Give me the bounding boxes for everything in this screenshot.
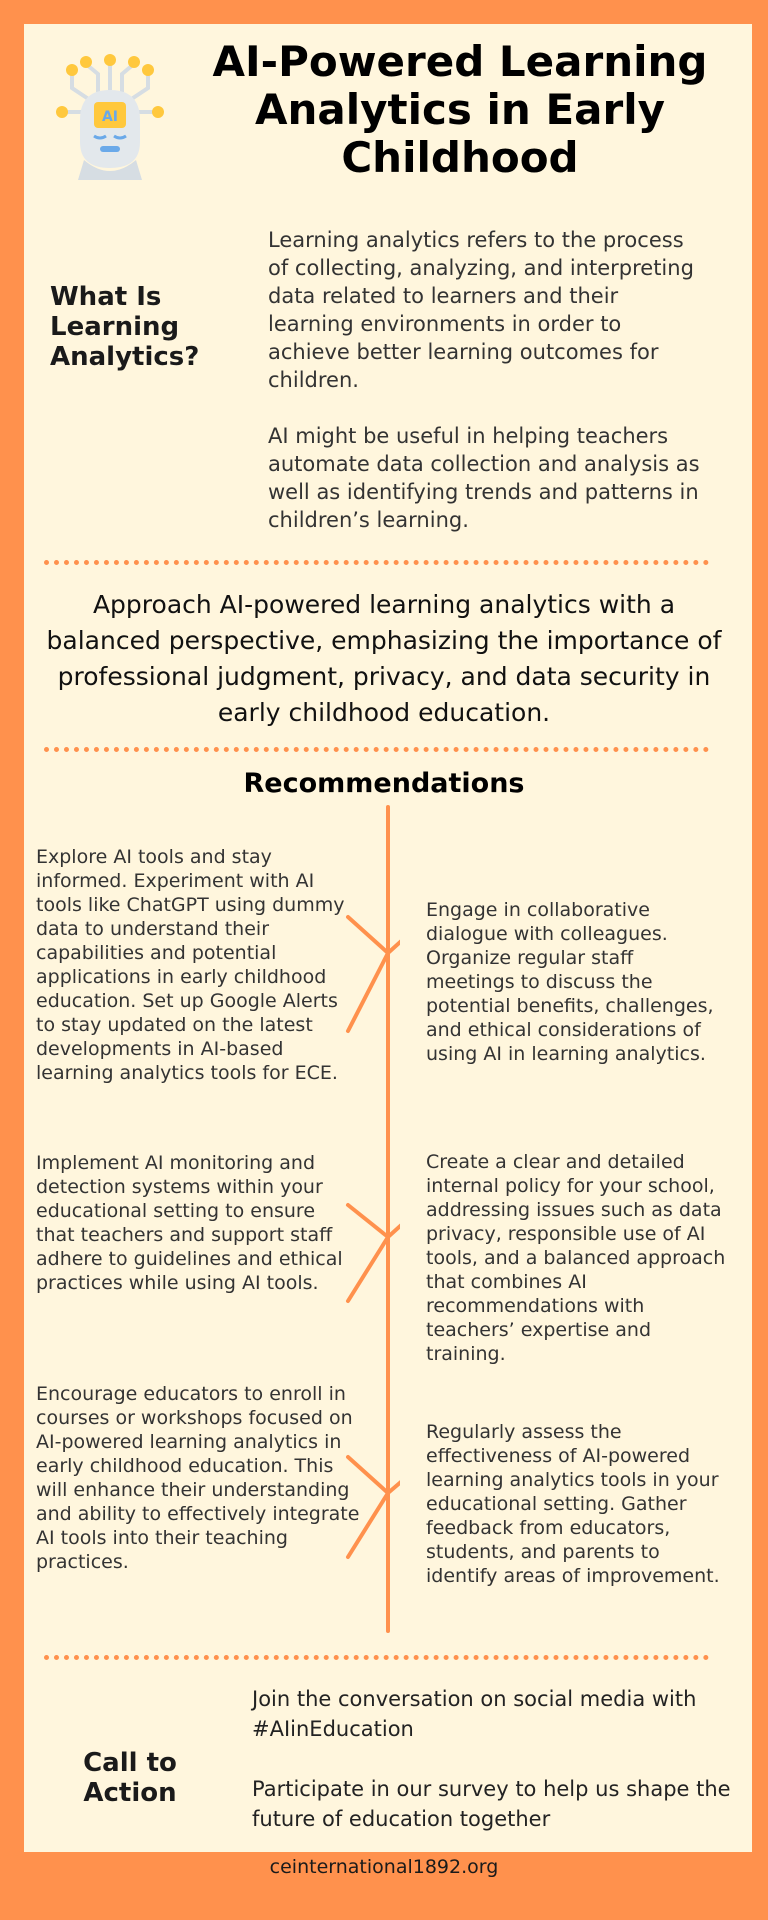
divider — [44, 560, 709, 565]
recommendation-item: Explore AI tools and stay informed. Experiment with AI tools like ChatGPT using dummy data to understand their capabilities and potential applications in early childhood education. Set up Google Alerts to stay updated on the latest developments in AI-based learning analytics tools for ECE. — [36, 846, 345, 1084]
approach-statement: Approach AI-powered learning analytics with a balanced perspective, emphasizing the importance of professional judgment, privacy, and data security in early childhood education. — [46, 590, 722, 727]
divider — [44, 1655, 709, 1660]
recommendations-heading: Recommendations — [243, 768, 525, 799]
definition-paragraph: Learning analytics refers to the process of collecting, analyzing, and interpreting data related to learners and their learning environments in order to achieve better learning outcomes for children. — [268, 228, 694, 392]
recommendation-item: Engage in collaborative dialogue with colleagues. Organize regular staff meetings to discuss the potential benefits, challenges, and ethical considerations of using AI in learning analytics. — [426, 899, 714, 1065]
recommendation-item: Encourage educators to enroll in courses or workshops focused on AI-powered learning analytics in early childhood education. This will enhance their understanding and ability to effectively integrate AI tools into their teaching practices. — [36, 1383, 360, 1573]
definition-heading: What Is Learning Analytics? — [50, 282, 200, 372]
call-to-action-line: Join the conversation on social media with #AIinEducation — [252, 1687, 697, 1741]
definition-text — [268, 226, 708, 534]
call-to-action-heading: Call to Action — [83, 1748, 177, 1808]
call-to-action-text — [252, 1684, 732, 1834]
recommendation-item: Implement AI monitoring and detection systems within your educational setting to ensure that teachers and support staff adhere to guidelines and ethical practices while using AI tools. — [36, 1152, 343, 1294]
ai-robot-head-icon — [50, 50, 170, 180]
call-to-action-line: Participate in our survey to help us shape the future of education together — [252, 1777, 731, 1831]
recommendation-item: Create a clear and detailed internal policy for your school, addressing issues such as data privacy, responsible use of AI tools, and a balanced approach that combines AI recommendations with teachers’ expertise and training. — [426, 1151, 726, 1365]
recommendation-item: Regularly assess the effectiveness of AI-powered learning analytics tools in your educational setting. Gather feedback from educators, students, and parents to identify areas of improvement. — [426, 1421, 720, 1587]
footer-url[interactable]: ceinternational1892.org — [269, 1856, 499, 1878]
divider — [44, 747, 709, 752]
page-title: AI-Powered Learning Analytics in Early Childhood — [212, 37, 708, 182]
definition-paragraph: AI might be useful in helping teachers automate data collection and analysis as well as identifying trends and patterns in children’s learning. — [268, 424, 700, 532]
svg-text:AI: AI — [101, 109, 119, 125]
